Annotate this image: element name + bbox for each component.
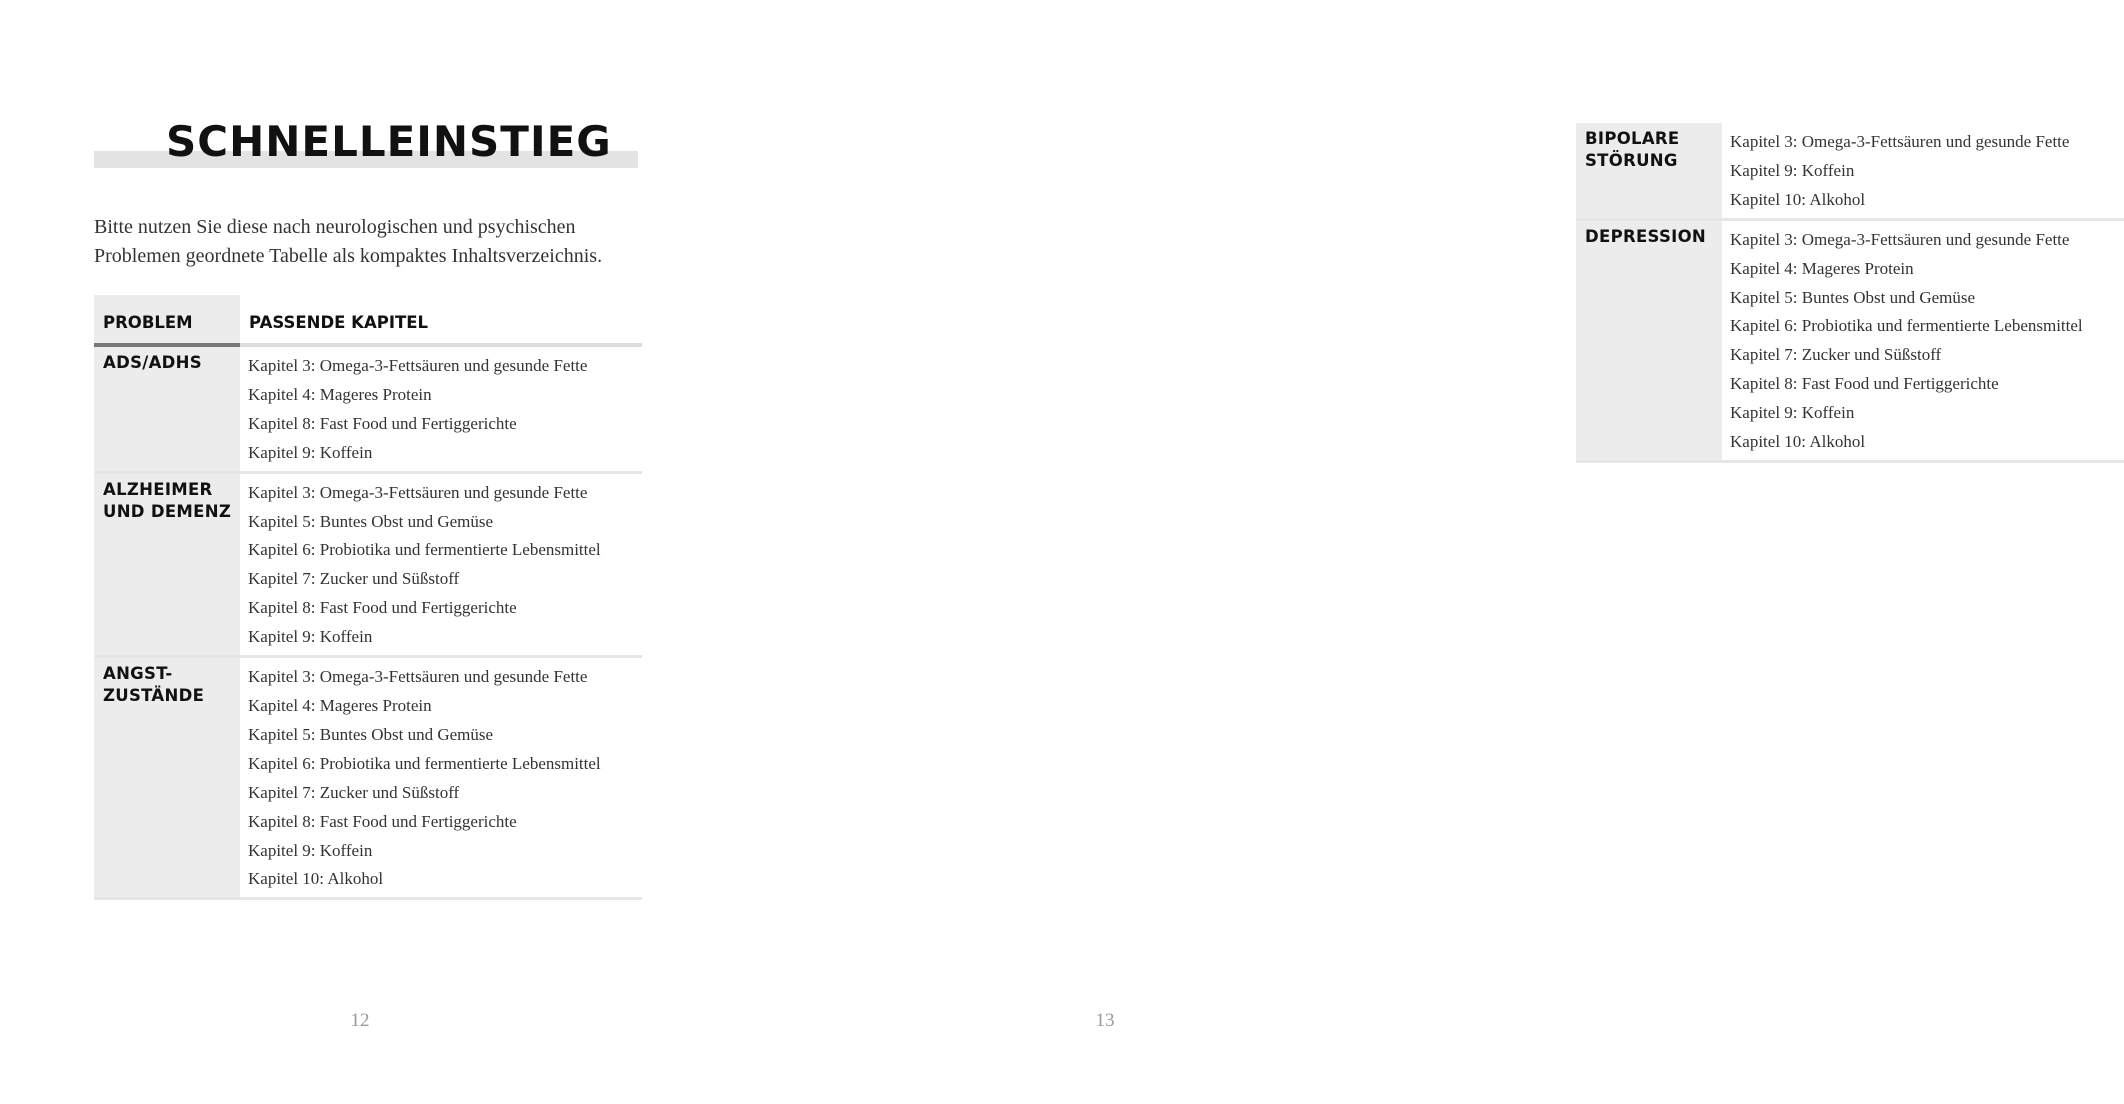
problem-label: ANGST-	[103, 664, 173, 684]
header-chapters: PASSENDE KAPITEL	[240, 295, 642, 345]
page-title: SCHNELLEINSTIEG	[166, 117, 612, 166]
chapter-entry: Kapitel 5: Buntes Obst und Gemüse	[248, 511, 494, 531]
problem-label: DEPRESSION	[1585, 226, 1707, 246]
problem-label: UND DEMENZ	[103, 501, 232, 521]
chapter-entry: Kapitel 10: Alkohol	[248, 869, 384, 889]
chapter-table	[94, 295, 642, 900]
right-page	[738, 0, 2083, 1104]
chapter-entry: Kapitel 3: Omega-3-Fettsäuren und gesunde Fette	[1730, 132, 2070, 151]
table-row	[1576, 123, 2124, 219]
page-number: 13	[1095, 1010, 1115, 1031]
problem-label: BIPOLARE	[1585, 129, 1680, 148]
problem-cell	[94, 345, 240, 472]
chapter-entry: Kapitel 9: Koffein	[1730, 403, 1855, 423]
chapter-table-continued	[1576, 123, 2124, 463]
intro-paragraph	[94, 213, 654, 271]
chapter-entry: Kapitel 3: Omega-3-Fettsäuren und gesunde Fette	[1730, 229, 2070, 249]
problem-cell	[94, 657, 240, 899]
problem-cell	[1576, 219, 1722, 461]
chapter-entry: Kapitel 8: Fast Food und Fertiggerichte	[248, 598, 517, 618]
problem-label: STÖRUNG	[1585, 151, 1678, 170]
table-row	[94, 472, 642, 656]
chapter-entry: Kapitel 3: Omega-3-Fettsäuren und gesunde Fette	[248, 667, 588, 687]
chapters-cell	[1722, 219, 2124, 461]
table-row	[1576, 219, 2124, 461]
chapter-entry: Kapitel 6: Probiotika und fermentierte Lebensmittel	[248, 540, 601, 560]
chapter-entry: Kapitel 4: Mageres Protein	[248, 695, 432, 715]
title-block	[94, 112, 638, 170]
chapters-cell	[240, 657, 642, 899]
chapter-entry: Kapitel 5: Buntes Obst und Gemüse	[248, 724, 494, 744]
chapter-entry: Kapitel 4: Mageres Protein	[1730, 258, 1914, 278]
table-body	[1576, 123, 2124, 461]
table-row	[94, 657, 642, 899]
chapter-entry: Kapitel 6: Probiotika und fermentierte Lebensmittel	[1730, 316, 2083, 336]
problem-label: ALZHEIMER	[103, 479, 213, 499]
chapter-entry: Kapitel 5: Buntes Obst und Gemüse	[1730, 287, 1976, 307]
chapter-entry: Kapitel 8: Fast Food und Fertiggerichte	[1730, 374, 1999, 394]
chapters-cell	[240, 472, 642, 656]
header-problem: PROBLEM	[94, 295, 240, 345]
left-page	[0, 0, 738, 1104]
intro-line: Problemen geordnete Tabelle als kompaktes Inhaltsverzeichnis.	[94, 245, 603, 267]
chapter-entry: Kapitel 9: Koffein	[248, 442, 373, 462]
chapter-entry: Kapitel 8: Fast Food und Fertiggerichte	[248, 413, 517, 433]
chapter-entry: Kapitel 9: Koffein	[248, 840, 373, 860]
chapter-entry: Kapitel 7: Zucker und Süßstoff	[248, 569, 460, 589]
chapters-cell	[1722, 123, 2124, 219]
table-body	[94, 345, 642, 899]
chapter-entry: Kapitel 6: Probiotika und fermentierte Lebensmittel	[248, 753, 601, 773]
chapter-entry: Kapitel 3: Omega-3-Fettsäuren und gesunde Fette	[248, 482, 588, 502]
table-header-row	[94, 295, 642, 345]
chapter-entry: Kapitel 9: Koffein	[248, 627, 373, 647]
table-row	[94, 345, 642, 472]
chapter-entry: Kapitel 8: Fast Food und Fertiggerichte	[248, 811, 517, 831]
chapter-entry: Kapitel 7: Zucker und Süßstoff	[1730, 345, 1942, 365]
page-number: 12	[350, 1010, 370, 1031]
chapter-entry: Kapitel 10: Alkohol	[1730, 189, 1866, 209]
intro-line: Bitte nutzen Sie diese nach neurologischen und psychischen	[94, 216, 576, 238]
chapters-cell	[240, 345, 642, 472]
problem-cell	[1576, 123, 1722, 219]
chapter-entry: Kapitel 7: Zucker und Süßstoff	[248, 782, 460, 802]
chapter-entry: Kapitel 3: Omega-3-Fettsäuren und gesunde Fette	[248, 356, 588, 375]
chapter-entry: Kapitel 10: Alkohol	[1730, 432, 1866, 452]
chapter-entry: Kapitel 4: Mageres Protein	[248, 384, 432, 404]
problem-label: ZUSTÄNDE	[103, 686, 205, 706]
chapter-entry: Kapitel 9: Koffein	[1730, 160, 1855, 180]
problem-label: ADS/ADHS	[103, 353, 202, 372]
problem-cell	[94, 472, 240, 656]
